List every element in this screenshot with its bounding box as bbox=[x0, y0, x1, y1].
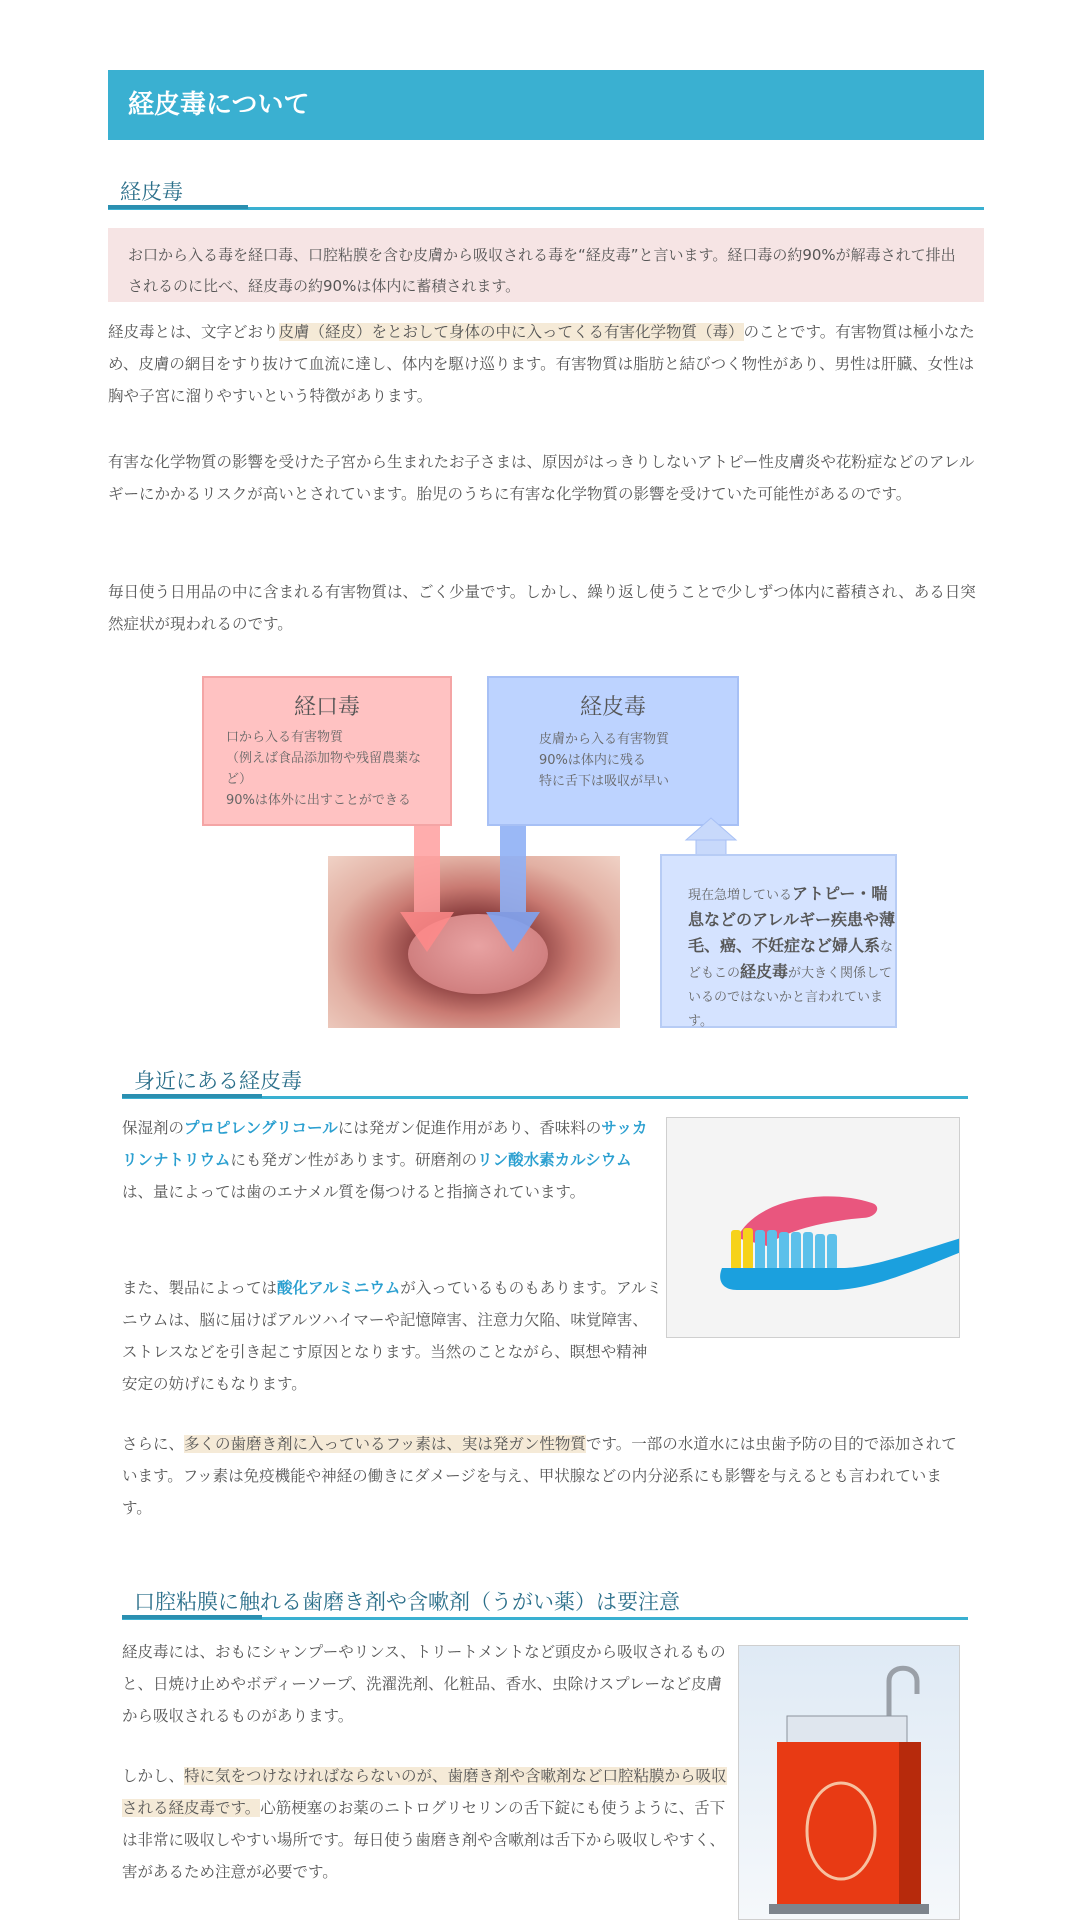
faucet bbox=[889, 1668, 917, 1721]
text: さらに、 bbox=[122, 1435, 185, 1453]
section-heading-oral-mucosa bbox=[122, 1586, 968, 1616]
dispenser-side bbox=[899, 1742, 921, 1912]
paragraph bbox=[122, 1272, 662, 1400]
paragraph: 毎日使う日用品の中に含まれる有害物質は、ごく少量です。しかし、繰り返し使うことで少しずつ体内に蓄積され、ある日突然症状が現われるのです。 bbox=[108, 583, 976, 633]
text: にも発ガン性があります。研磨剤の bbox=[230, 1151, 478, 1169]
note-text: が大きく関係しているのではないかと言われています。 bbox=[688, 966, 893, 1029]
section-heading-text: 身近にある経皮毒 bbox=[134, 1069, 302, 1093]
keyword: サッカリンナトリウム bbox=[122, 1119, 648, 1169]
text: 心筋梗塞のお薬のニトログリセリンの舌下錠にも使うように、舌下は非常に吸収しやすい場所です。毎日使う歯磨き剤や含嗽剤は舌下から吸収しやすく、害があるため注意が必要です。 bbox=[122, 1799, 726, 1881]
section-heading-nearby bbox=[122, 1065, 968, 1095]
skin-text: 皮膚から入る有害物質 bbox=[539, 732, 670, 747]
dispenser-illustration bbox=[739, 1646, 960, 1920]
bristle bbox=[731, 1230, 741, 1270]
oral-text: 口から入る有害物質 bbox=[226, 730, 344, 745]
keyword: 酸化アルミニウム bbox=[277, 1279, 401, 1297]
paragraph bbox=[122, 1760, 732, 1888]
blue-arrow-shaft bbox=[500, 826, 526, 912]
lead-box: お口から入る毒を経口毒、口腔粘膜を含む皮膚から吸収される毒を“経皮毒”と言います。経口毒の約90%が解毒されて排出されるのに比べ、経皮毒の約90%は体内に蓄積されます。 bbox=[108, 228, 984, 302]
text: のことです。有害物質は極小なため、皮膚の網目をすり抜けて血流に達し、体内を駆け巡ります。有害物質は脂肪と結びつく物性があり、男性は肝臓、女性は胸や子宮に溜りやすいという特徴があります。 bbox=[108, 323, 975, 405]
oral-text: （例えば食品添加物や残留農薬など） bbox=[226, 751, 422, 787]
note-strong-text: アトピー・喘息などのアレルギー疾患や薄毛、癌、不妊症など婦人系 bbox=[688, 884, 895, 955]
bristle bbox=[779, 1232, 789, 1270]
highlight-text: 皮膚（経皮）をとおして身体の中に入ってくる有害化学物質（毒） bbox=[278, 323, 744, 341]
toothbrush-illustration bbox=[667, 1118, 960, 1338]
bristle bbox=[755, 1230, 765, 1270]
dispenser-body bbox=[777, 1742, 917, 1912]
bristle bbox=[827, 1234, 837, 1270]
text: が入っているものもあります。アルミニウムは、脳に届けばアルツハイマーや記憶障害、注意力欠陥、味覚障害、ストレスなどを引き起こす原因となります。当然のことながら、瞑想や精神安定の妨げにもなります。 bbox=[122, 1279, 662, 1393]
keyword: リン酸水素カルシウム bbox=[477, 1151, 632, 1169]
text: には発ガン促進作用があり、香味料の bbox=[337, 1119, 602, 1137]
bristle bbox=[767, 1230, 777, 1270]
note-box bbox=[660, 854, 897, 1028]
text: は、量によっては歯のエナメル質を傷つけると指摘されています。 bbox=[122, 1183, 586, 1201]
oral-text: 90%は体外に出すことができる bbox=[226, 793, 411, 808]
paragraph: 有害な化学物質の影響を受けた子宮から生まれたお子さまは、原因がはっきりしないアトピー性皮膚炎や花粉症などのアレルギーにかかるリスクが高いとされています。胎児のうちに有害な化学物質の影響を受けていた可能性があるのです。 bbox=[108, 453, 975, 503]
section-heading-text: 口腔粘膜に触れる歯磨き剤や含嗽剤（うがい薬）は要注意 bbox=[134, 1590, 680, 1614]
keyword: プロピレングリコール bbox=[184, 1119, 338, 1137]
page-title: 経皮毒について bbox=[108, 70, 984, 140]
paragraph bbox=[122, 1112, 654, 1208]
bristle bbox=[815, 1234, 825, 1270]
note-strong-text: 経皮毒 bbox=[740, 962, 789, 981]
toothbrush-photo bbox=[666, 1117, 960, 1338]
heading-underline bbox=[122, 1617, 968, 1620]
dispenser-top bbox=[787, 1716, 907, 1744]
blue-arrow-head bbox=[486, 912, 540, 952]
bristle bbox=[791, 1232, 801, 1270]
note-text: などもこの bbox=[688, 940, 894, 981]
skin-text: 90%は体内に残る bbox=[539, 753, 646, 768]
text: しかし、 bbox=[122, 1767, 185, 1785]
skin-text: 特に舌下は吸収が早い bbox=[539, 774, 670, 789]
skin-toxin-title: 経皮毒 bbox=[579, 695, 646, 720]
paragraph: 経皮毒には、おもにシャンプーやリンス、トリートメントなど頭皮から吸収されるものと、日焼け止めやボディーソープ、洗濯洗剤、化粧品、香水、虫除けスプレーなど皮膚から吸収されるものがあります。 bbox=[122, 1643, 726, 1725]
red-arrow-shaft bbox=[414, 826, 440, 912]
text: 保湿剤の bbox=[122, 1119, 185, 1137]
highlight-text: 多くの歯磨き剤に入っているフッ素は、実は発ガン性物質 bbox=[184, 1435, 586, 1453]
red-arrow-head bbox=[400, 912, 454, 952]
section-heading-text: 経皮毒 bbox=[120, 180, 183, 204]
dispenser-photo bbox=[738, 1645, 960, 1920]
oral-toxin-title: 経口毒 bbox=[293, 695, 360, 720]
text: です。一部の水道水には虫歯予防の目的で添加されています。フッ素は免疫機能や神経の働きにダメージを与え、甲状腺などの内分泌系にも影響を与えるとも言われています。 bbox=[122, 1435, 957, 1517]
text: また、製品によっては bbox=[122, 1279, 278, 1297]
dispenser-base bbox=[769, 1904, 929, 1914]
paragraph bbox=[122, 1428, 962, 1524]
text: 経皮毒とは、文字どおり bbox=[108, 323, 279, 341]
bristle bbox=[743, 1228, 753, 1270]
note-text: 現在急増している bbox=[688, 888, 793, 903]
highlight-text: 特に気をつけなければならないのが、歯磨き剤や含嗽剤など口腔粘膜から吸収される経皮毒です。 bbox=[122, 1767, 727, 1817]
up-arrow-head bbox=[686, 818, 736, 840]
bristle bbox=[803, 1232, 813, 1270]
heading-underline bbox=[122, 1096, 968, 1099]
